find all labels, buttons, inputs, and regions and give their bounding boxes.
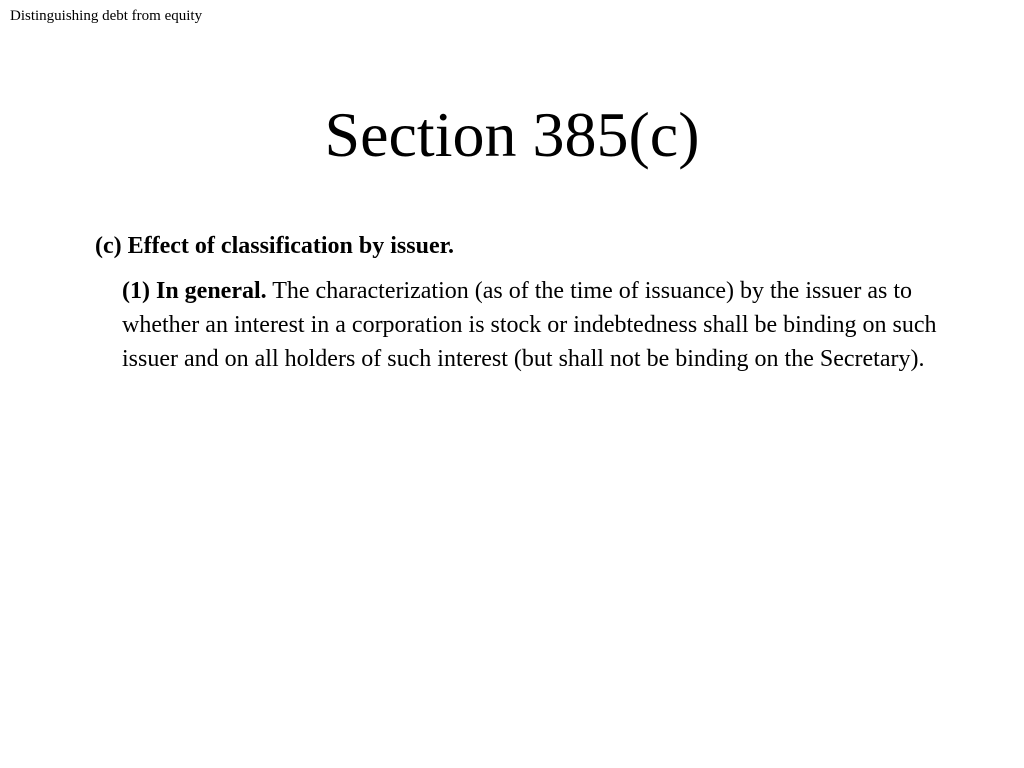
paragraph-lead: (1) In general. xyxy=(122,278,267,304)
paragraph-body: The characterization (as of the time of issuance) by the issuer as to whether an interest in a corporation is stock or indebtedness shall be binding on such issuer and on all holders of such interest (but shall not be binding on the Secretary). xyxy=(122,278,937,372)
slide-title: Section 385(c) xyxy=(324,99,700,170)
subsection-heading: (c) Effect of classification by issuer. xyxy=(95,233,455,259)
subsection-paragraph xyxy=(122,274,952,376)
running-header: Distinguishing debt from equity xyxy=(10,8,203,24)
